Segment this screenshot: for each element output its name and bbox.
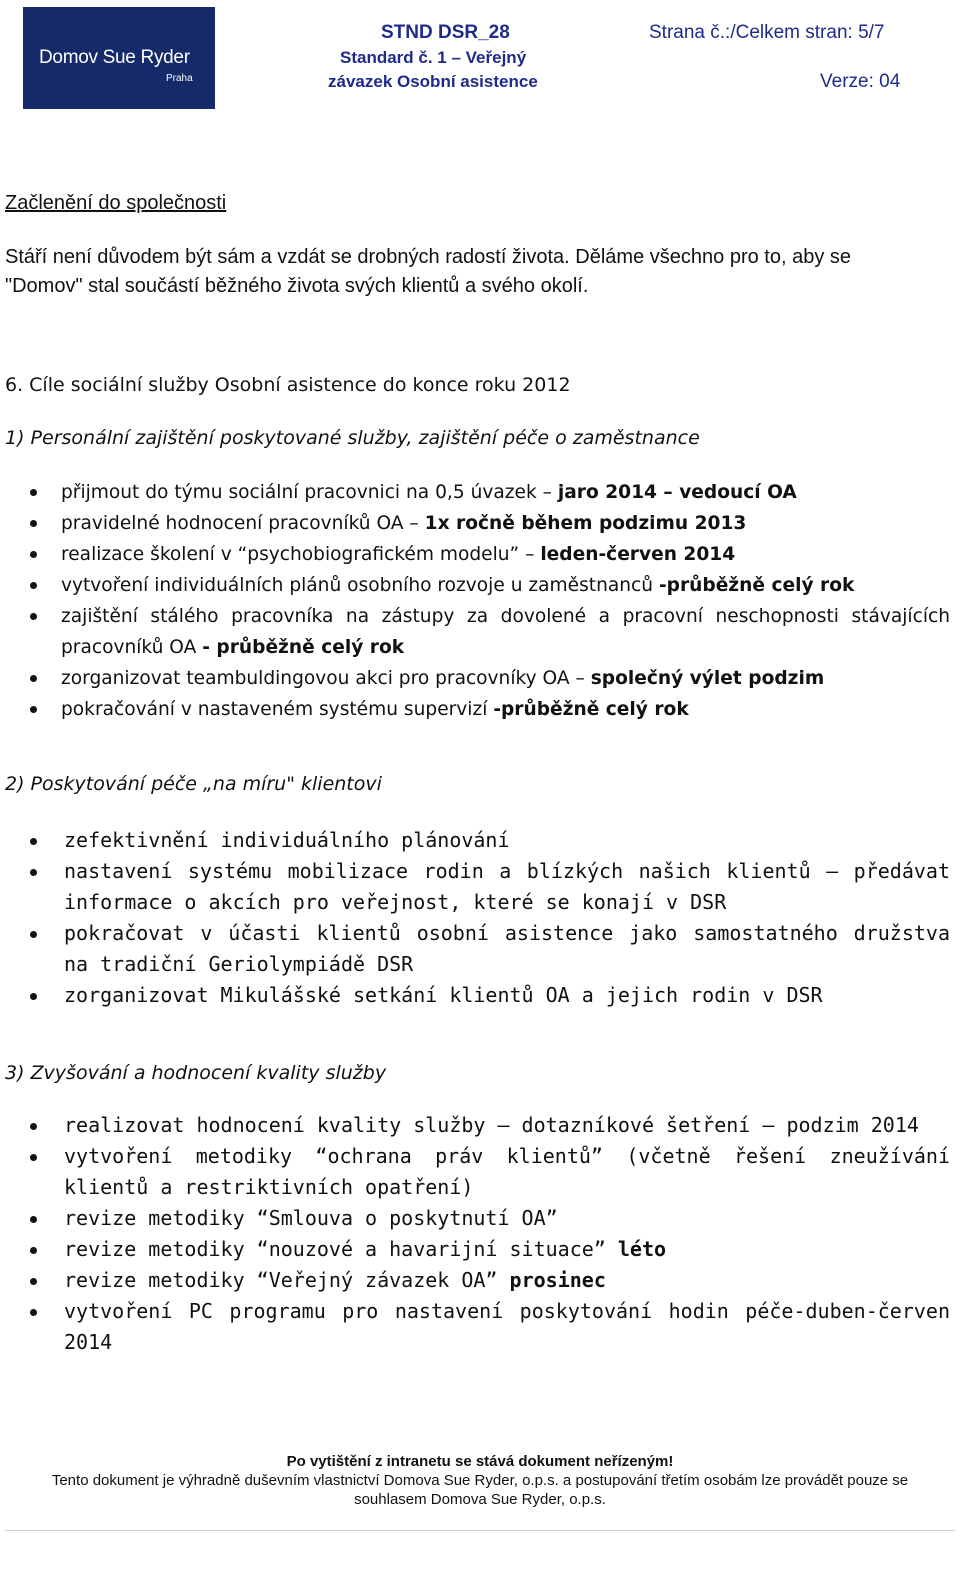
intro-line: "Domov" stal součástí běžného života svých klientů a svého okolí.: [5, 275, 589, 297]
list-item: [30, 663, 950, 694]
item-text: pokračovat v účasti klientů osobní asistence jako samostatného družstva na tradiční Geriolympiádě DSR: [64, 921, 950, 976]
subsection-title-2: 2) Poskytování péče „na míru" klientovi: [5, 773, 382, 795]
item-text: pokračování v nastaveném systému supervizí: [61, 699, 494, 720]
footer-copyright-line: souhlasem Domova Sue Ryder, o.p.s.: [354, 1491, 606, 1508]
list-item: [30, 825, 950, 856]
document-standard: Standard č. 1 – Veřejný: [340, 48, 527, 67]
list-item: [30, 1110, 950, 1141]
quality-goals-list: [30, 1110, 950, 1358]
list-item: [30, 601, 950, 663]
item-deadline: prosinec: [509, 1268, 606, 1292]
item-text: vytvoření PC programu pro nastavení poskytování hodin péče-duben-červen 2014: [64, 1299, 950, 1354]
list-item: [30, 694, 950, 725]
footer-divider: [5, 1530, 955, 1531]
document-code: STND DSR_28: [381, 22, 510, 43]
logo-city: Praha: [166, 73, 193, 84]
logo-name: Domov Sue Ryder: [39, 47, 190, 68]
item-deadline: 1x ročně během podzimu 2013: [424, 513, 747, 534]
list-item: [30, 477, 950, 508]
item-deadline: léto: [617, 1237, 667, 1261]
list-item: [30, 918, 950, 980]
organization-logo: [23, 7, 215, 109]
item-text: revize metodiky “Smlouva o poskytnutí OA”: [64, 1206, 558, 1230]
document-subtitle: závazek Osobní asistence: [328, 72, 538, 91]
item-text: vytvoření individuálních plánů osobního rozvoje u zaměstnanců: [61, 575, 659, 596]
item-deadline: -průběžně celý rok: [493, 699, 689, 720]
page-counter: Strana č.:/Celkem stran: 5/7: [649, 22, 885, 43]
intro-paragraph: [5, 243, 953, 301]
item-text: zorganizovat teambuldingovou akci pro pracovníky OA –: [61, 668, 591, 689]
staffing-goals-list: [30, 477, 950, 725]
item-text: revize metodiky “nouzové a havarijní situace”: [64, 1237, 618, 1261]
care-goals-list: [30, 825, 950, 1011]
footer-warning: Po vytištění z intranetu se stává dokument neřízeným!: [286, 1453, 674, 1470]
subsection-title-1: 1) Personální zajištění poskytované služby, zajištění péče o zaměstnance: [5, 427, 700, 449]
item-deadline: společný výlet podzim: [590, 668, 825, 689]
item-text: nastavení systému mobilizace rodin a blízkých našich klientů – předávat informace o akcích pro veřejnost, které se konají v DSR: [64, 859, 950, 914]
item-deadline: leden-červen 2014: [540, 544, 736, 565]
list-item: [30, 980, 950, 1011]
list-item: [30, 1203, 950, 1234]
footer-copyright-line: Tento dokument je výhradně duševním vlastnictví Domova Sue Ryder, o.p.s. a postupování třetím osobám lze provádět pouze se: [51, 1472, 909, 1489]
list-item: [30, 1141, 950, 1203]
section-heading: Začlenění do společnosti: [5, 192, 227, 214]
item-text: vytvoření metodiky “ochrana práv klientů” (včetně řešení zneužívání klientů a restriktivních opatření): [64, 1144, 950, 1199]
item-text: zorganizovat Mikulášské setkání klientů OA a jejich rodin v DSR: [64, 983, 823, 1007]
item-text: revize metodiky “Veřejný závazek OA”: [64, 1268, 510, 1292]
item-text: zajištění stálého pracovníka na zástupy za dovolené a pracovní neschopnosti stávajících pracovníků OA: [61, 606, 950, 658]
item-text: realizace školení v “psychobiografickém modelu” –: [61, 544, 541, 565]
item-text: zefektivnění individuálního plánování: [64, 828, 510, 852]
list-item: [30, 539, 950, 570]
subsection-title-3: 3) Zvyšování a hodnocení kvality služby: [5, 1062, 387, 1084]
list-item: [30, 1296, 950, 1358]
item-deadline: -průběžně celý rok: [658, 575, 855, 596]
document-version: Verze: 04: [820, 71, 901, 92]
intro-line: Stáří není důvodem být sám a vzdát se drobných radostí života. Děláme všechno pro to, aby se: [5, 246, 851, 268]
item-text: pravidelné hodnocení pracovníků OA –: [61, 513, 425, 534]
list-item: [30, 570, 950, 601]
item-text: přijmout do týmu sociální pracovnici na 0,5 úvazek –: [61, 482, 558, 503]
list-item: [30, 856, 950, 918]
item-text: realizovat hodnocení kvality služby – dotazníkové šetření – podzim 2014: [64, 1113, 919, 1137]
list-item: [30, 508, 950, 539]
list-item: [30, 1234, 950, 1265]
item-deadline: - průběžně celý rok: [202, 637, 405, 658]
goals-title: 6. Cíle sociální služby Osobní asistence do konce roku 2012: [5, 374, 571, 396]
list-item: [30, 1265, 950, 1296]
item-deadline: jaro 2014 – vedoucí OA: [557, 482, 797, 503]
